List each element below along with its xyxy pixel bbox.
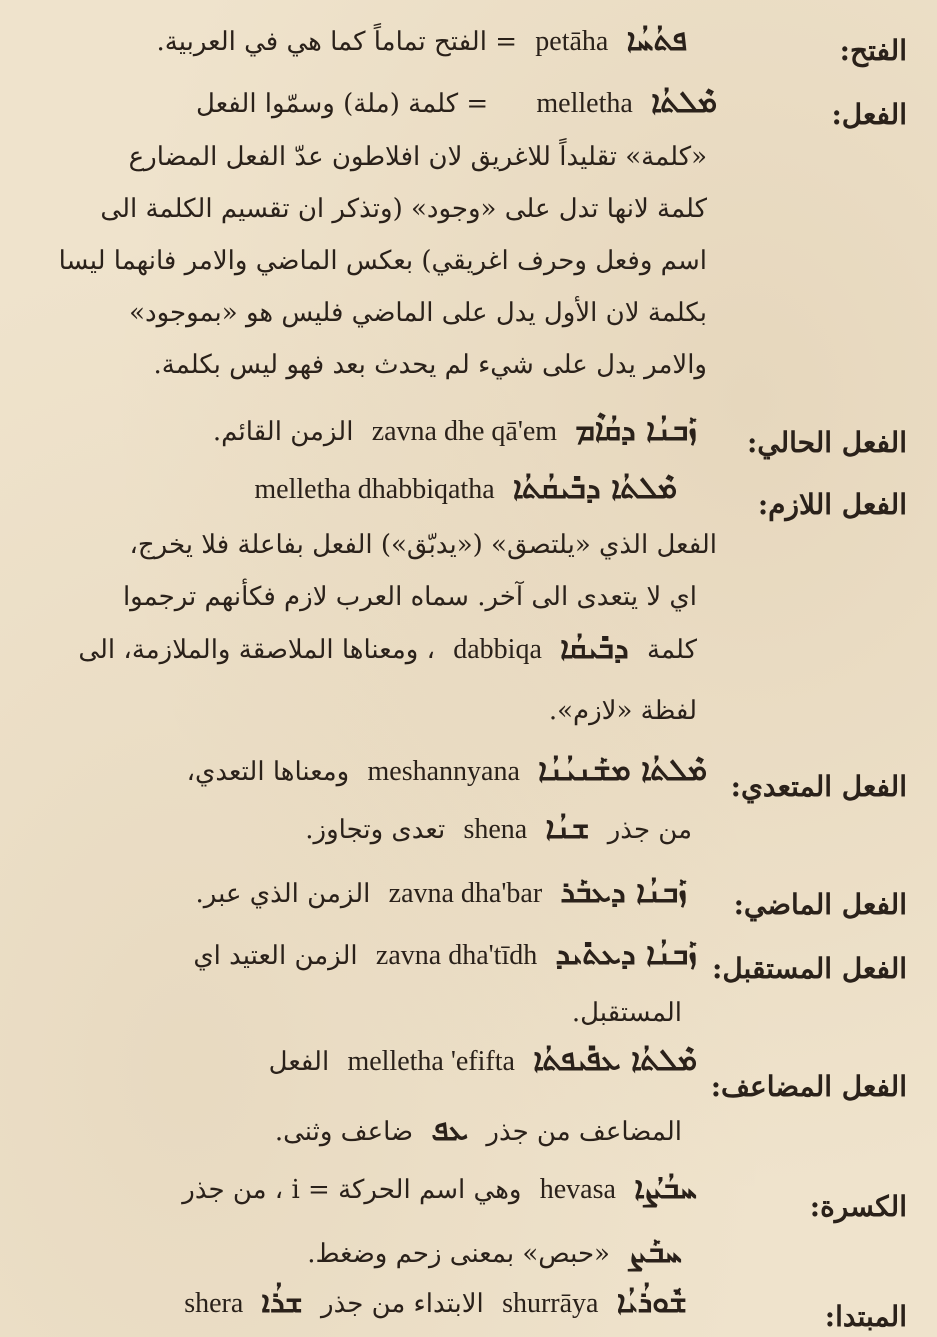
arabic-text: الفعل	[268, 1047, 330, 1077]
syriac-word: ܡܶܠܬܳܐ	[651, 85, 717, 120]
arabic-text: الزمن العتيد اي	[193, 941, 358, 971]
line-mubtada	[174, 1286, 687, 1321]
transliteration: melletha dhabbiqatha	[254, 474, 495, 505]
term-kasra: الكسرة:	[809, 1190, 907, 1223]
line-intransitive-2: الفعل الذي «يلتصق» («يدبّق») الفعل بفاعلة فلا يخرج،	[129, 530, 717, 560]
arabic-text: الزمن الذي عبر.	[195, 879, 371, 909]
arabic-text: «حبص» بمعنى زحم وضغط.	[307, 1239, 610, 1269]
syriac-word: ܦܬܳܚܳܐ	[626, 23, 687, 58]
line-verb-2: «كلمة» تقليداً للاغريق لان افلاطون عدّ الفعل المضارع	[128, 142, 707, 172]
line-kasra-1	[172, 1172, 697, 1207]
line-transitive-1	[177, 754, 707, 789]
transliteration: petāha	[535, 26, 609, 57]
syriac-word: ܙܰܒܢܳܐ ܕܩܳܐܶܡ	[575, 413, 697, 448]
transliteration: zavna dhe qā'em	[371, 416, 558, 447]
line-future-1	[183, 938, 697, 973]
transliteration: hevasa	[539, 1174, 616, 1205]
term-doubled-verb: الفعل المضاعف:	[710, 1070, 907, 1103]
syriac-word: ܫܪܳܐ	[261, 1285, 303, 1320]
arabic-text: = كلمة (ملة) وسمّوا الفعل	[196, 89, 489, 119]
arabic-text: ضاعف وثنى.	[274, 1117, 414, 1147]
arabic-text: = الفتح تماماً كما هي في العربية.	[156, 27, 518, 57]
arabic-text: الزمن القائم.	[212, 417, 354, 447]
arabic-text: المضاعف من جذر	[486, 1117, 682, 1147]
line-intransitive-5: لفظة «لازم».	[548, 696, 697, 726]
syriac-word: ܡܶܠܬܳܐ ܕܒܺܝܩܳܬܳܐ	[512, 471, 677, 506]
syriac-word: ܕܒܺܝܩܳܐ	[560, 631, 629, 666]
line-intransitive-4	[68, 632, 697, 667]
term-verb: الفعل:	[831, 98, 907, 131]
transliteration: shera	[184, 1288, 244, 1319]
line-verb-5: بكلمة لان الأول يدل على الماضي فليس هو «بموجود»	[129, 298, 707, 328]
syriac-word: ܚܒܳܨܳܐ	[634, 1171, 697, 1206]
syriac-word: ܥܦ	[431, 1113, 469, 1148]
arabic-text: كلمة	[647, 635, 697, 665]
term-past-verb: الفعل الماضي:	[733, 888, 907, 921]
syriac-word: ܚܒܰܨ	[628, 1235, 682, 1270]
transliteration: melletha 'efifta	[347, 1046, 515, 1077]
line-kasra-2	[297, 1236, 682, 1271]
term-present-verb: الفعل الحالي:	[746, 426, 907, 459]
line-intransitive-3: اي لا يتعدى الى آخر. سماه العرب لازم فكأنهم ترجموا	[122, 582, 697, 612]
line-future-2: المستقبل.	[571, 998, 682, 1028]
line-verb-1	[186, 86, 717, 121]
term-fatha: الفتح:	[839, 34, 907, 67]
line-verb-3: كلمة لانها تدل على «وجود» (وتذكر ان تقسيم الكلمة الى	[100, 194, 707, 224]
term-transitive-verb: الفعل المتعدي:	[730, 770, 907, 803]
transliteration: meshannyana	[367, 756, 520, 787]
transliteration: shena	[463, 814, 528, 845]
arabic-text: من جذر	[607, 815, 692, 845]
syriac-word: ܡܶܠܬܳܐ ܥܦܺܝܦܬܳܐ	[533, 1043, 697, 1078]
line-doubled-1	[259, 1044, 697, 1079]
transliteration: zavna dha'tīdh	[375, 940, 538, 971]
transliteration: shurrāya	[502, 1288, 599, 1319]
arabic-text: الابتداء من جذر	[321, 1289, 484, 1319]
syriac-word: ܫܽܘܪܳܝܳܐ	[616, 1285, 687, 1320]
transliteration: zavna dha'bar	[388, 878, 543, 909]
line-fatha	[147, 24, 687, 59]
syriac-word: ܙܰܒܢܳܐ ܕܥܒܰܪ	[560, 875, 687, 910]
syriac-word: ܫܢܳܐ	[545, 811, 590, 846]
transliteration: melletha	[536, 88, 633, 119]
arabic-text: وهي اسم الحركة = i ، من جذر	[182, 1175, 522, 1205]
line-doubled-2	[265, 1114, 682, 1149]
line-present	[203, 414, 697, 449]
arabic-text: ، ومعناها الملاصقة والملازمة، الى	[78, 635, 435, 665]
line-verb-6: والامر يدل على شيء لم يحدث بعد فهو ليس بكلمة.	[153, 350, 707, 380]
line-intransitive-1	[244, 472, 677, 507]
syriac-word: ܡܶܠܬܳܐ ܡܫܰܢܝܳܢܳܐ	[538, 753, 707, 788]
arabic-text: تعدى وتجاوز.	[305, 815, 446, 845]
line-verb-4: اسم وفعل وحرف اغريقي) بعكس الماضي والامر فانهما ليسا	[58, 246, 707, 276]
term-mubtada: المبتدا:	[824, 1300, 907, 1333]
line-transitive-2	[295, 812, 692, 847]
line-past	[186, 876, 687, 911]
transliteration: dabbiqa	[453, 634, 542, 665]
term-future-verb: الفعل المستقبل:	[711, 952, 907, 985]
syriac-word: ܙܰܒܢܳܐ ܕܥܬܺܝܕ	[555, 937, 697, 972]
arabic-text: ومعناها التعدي،	[186, 757, 350, 787]
term-intransitive-verb: الفعل اللازم:	[757, 488, 907, 521]
